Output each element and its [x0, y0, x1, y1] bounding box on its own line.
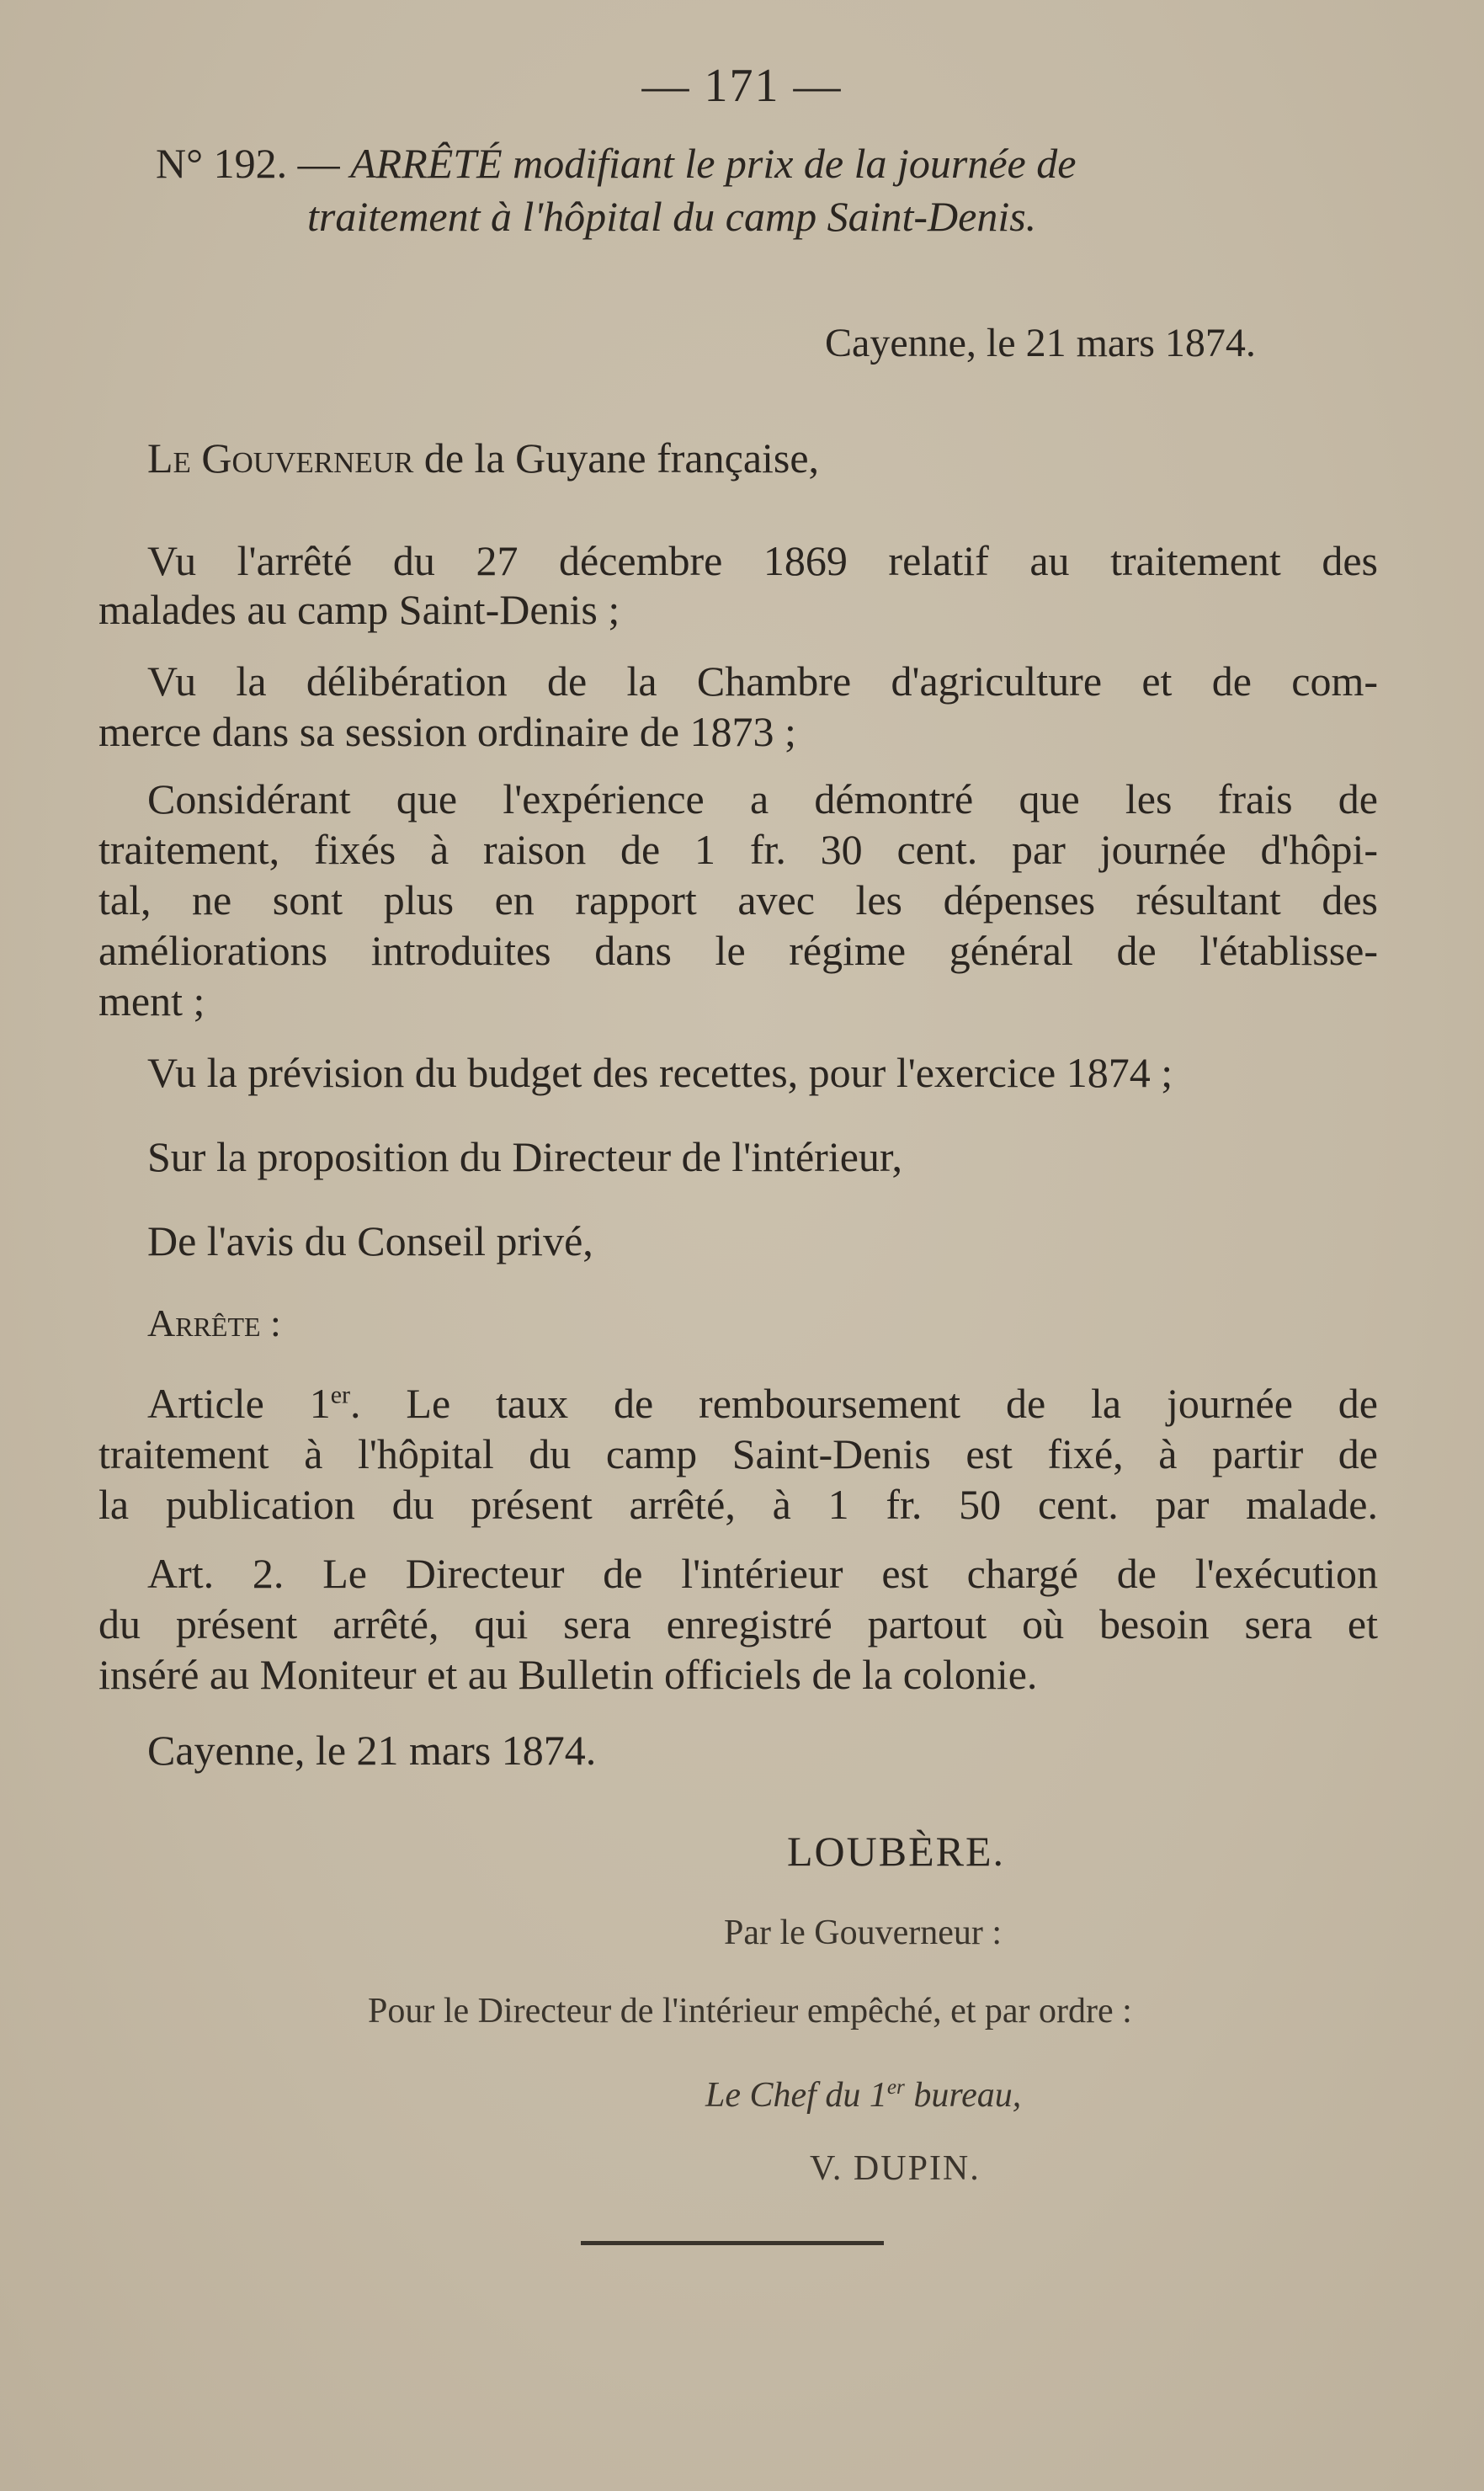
article-2-line-2: du présent arrêté, qui sera enregistré partout où besoin sera et: [98, 1600, 1378, 1647]
chef-du-bureau: [705, 2075, 1021, 2116]
paragraph-1-line-1: Vu l'arrêté du 27 décembre 1869 relatif au traitement des: [147, 537, 1378, 584]
article-2-line-1: Art. 2. Le Directeur de l'intérieur est chargé de l'exécution: [147, 1550, 1378, 1597]
chef-bureau: bureau,: [904, 2076, 1022, 2115]
dateline: Cayenne, le 21 mars 1874.: [825, 321, 1256, 365]
chef-sup: er: [886, 2076, 905, 2099]
article-1-line-3: la publication du présent arrêté, à 1 fr. 50 cent. par malade.: [98, 1481, 1378, 1528]
paragraph-2-line-2: merce dans sa session ordinaire de 1873 ;: [98, 708, 796, 755]
title-line-2: traitement à l'hôpital du camp Saint-Denis.: [307, 193, 1037, 240]
paragraph-3-line-5: ment ;: [98, 977, 205, 1025]
closing-date: Cayenne, le 21 mars 1874.: [147, 1727, 597, 1774]
par-le-gouverneur: Par le Gouverneur :: [724, 1913, 1003, 1952]
article-1-line-2: traitement à l'hôpital du camp Saint-Denis est fixé, à partir de: [98, 1430, 1378, 1477]
decree-title: ARRÊTÉ modifiant le prix de la journée de: [350, 140, 1077, 187]
decree-number: N° 192. —: [156, 140, 351, 187]
article-1-sup: er: [330, 1381, 351, 1409]
closing-rule: [581, 2241, 884, 2245]
paragraph-3-line-2: traitement, fixés à raison de 1 fr. 30 cent. par journée d'hôpi-: [98, 826, 1378, 873]
paragraph-3-line-1: Considérant que l'expérience a démontré que les frais de: [147, 775, 1378, 822]
article-1-label: Article 1: [147, 1380, 331, 1427]
paragraph-5: Sur la proposition du Directeur de l'intérieur,: [147, 1133, 903, 1180]
chef-label: Le Chef du 1: [705, 2076, 887, 2115]
secondary-signatory: V. DUPIN.: [810, 2149, 981, 2188]
paragraph-4: Vu la prévision du budget des recettes, pour l'exercice 1874 ;: [147, 1049, 1173, 1096]
pour-le-directeur: Pour le Directeur de l'intérieur empêché, et par ordre :: [368, 1992, 1132, 2031]
paragraph-1-line-2: malades au camp Saint-Denis ;: [98, 586, 620, 633]
paragraph-3-line-4: améliorations introduites dans le régime général de l'établisse-: [98, 927, 1378, 974]
paragraph-3-line-3: tal, ne sont plus en rapport avec les dépenses résultant des: [98, 876, 1378, 923]
paragraph-2-line-1: Vu la délibération de la Chambre d'agriculture et de com-: [147, 657, 1378, 705]
arrete-heading: Arrête :: [147, 1301, 281, 1344]
title-line-1: [156, 139, 1076, 188]
signatory-name: LOUBÈRE.: [787, 1828, 1006, 1875]
article-2-line-3: inséré au Moniteur et au Bulletin officiels de la colonie.: [98, 1651, 1038, 1698]
governor-title: Le Gouverneur: [147, 434, 414, 482]
paragraph-6: De l'avis du Conseil privé,: [147, 1217, 593, 1264]
article-1-text: . Le taux de remboursement de la journée de: [350, 1380, 1378, 1427]
governor-rest: de la Guyane française,: [413, 434, 820, 482]
article-1-line-1: [147, 1379, 1378, 1428]
governor-line: [147, 434, 819, 482]
page-number: — 171 —: [641, 60, 843, 112]
